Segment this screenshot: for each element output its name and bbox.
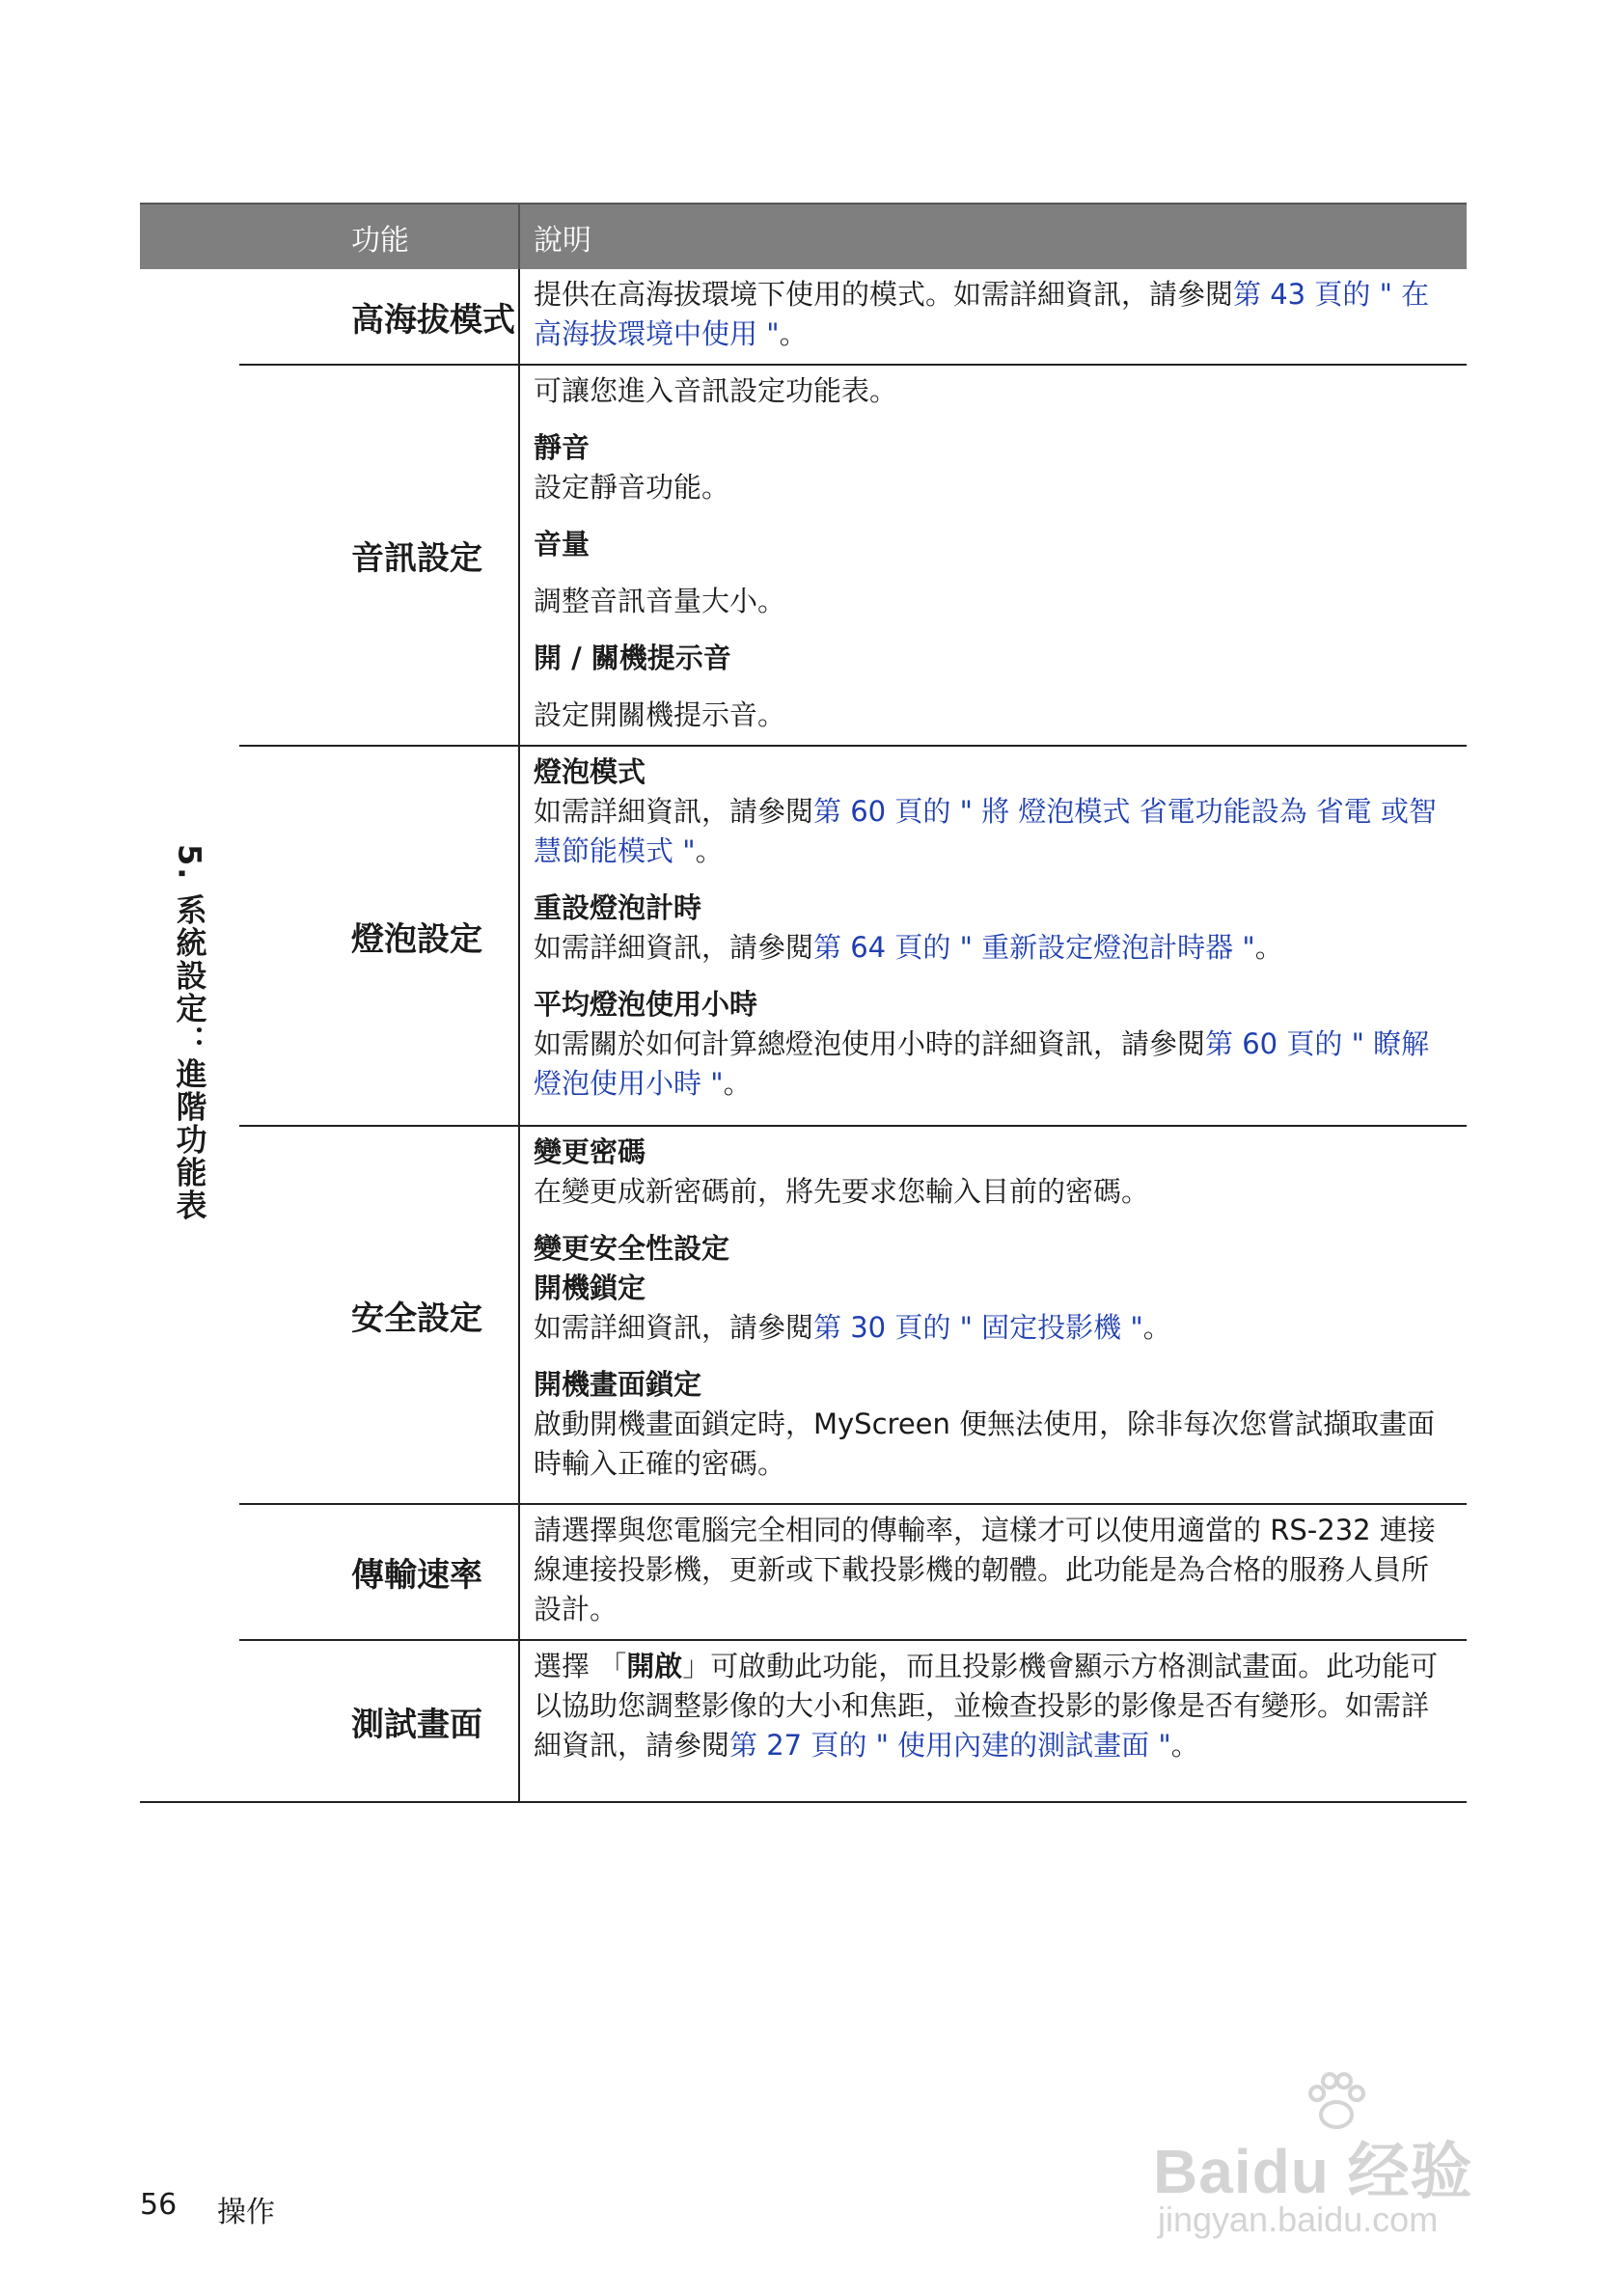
section-side-cell bbox=[140, 269, 239, 1802]
function-description bbox=[519, 746, 1467, 1126]
text-run: 可讓您進入音訊設定功能表。 bbox=[534, 374, 898, 407]
sub-heading bbox=[534, 1269, 1453, 1308]
text-run: 音量 bbox=[534, 528, 591, 560]
text-run: 選擇 「 bbox=[534, 1650, 627, 1682]
text-run: 如需詳細資訊，請參閱 bbox=[534, 795, 814, 828]
watermark-url: jingyan.baidu.com bbox=[1158, 2200, 1439, 2239]
cross-reference-link[interactable]: 第 30 頁的 " 固定投影機 " bbox=[813, 1311, 1143, 1344]
text-run: 。 bbox=[723, 1067, 752, 1100]
text-run: 開機鎖定 bbox=[534, 1271, 646, 1304]
text-run: 變更密碼 bbox=[534, 1135, 646, 1168]
header-spacer bbox=[140, 204, 239, 269]
sub-heading bbox=[534, 428, 1453, 468]
table-body bbox=[140, 269, 1467, 1802]
baidu-watermark bbox=[1153, 2064, 1539, 2248]
text-run: 重設燈泡計時 bbox=[534, 891, 702, 924]
function-table bbox=[140, 203, 1467, 1803]
function-name: 高海拔模式 bbox=[239, 269, 519, 365]
text-run: 平均燈泡使用小時 bbox=[534, 988, 758, 1021]
description-text bbox=[534, 1511, 1453, 1629]
footer-section: 操作 bbox=[217, 2196, 275, 2229]
cross-reference-link[interactable]: 第 27 頁的 " 使用內建的測試畫面 " bbox=[729, 1729, 1171, 1762]
function-name: 音訊設定 bbox=[239, 365, 519, 746]
table-row bbox=[140, 269, 1467, 365]
sub-heading bbox=[534, 888, 1453, 928]
bold-text: 開啟 bbox=[626, 1650, 683, 1682]
description-text bbox=[534, 696, 1453, 735]
function-description bbox=[519, 1640, 1467, 1802]
description-text bbox=[534, 1647, 1453, 1765]
text-run: 變更安全性設定 bbox=[534, 1232, 730, 1265]
description-text bbox=[534, 928, 1453, 968]
text-run: 啟動開機畫面鎖定時，MyScreen 便無法使用，除非每次您嘗試擷取畫面時輸入正確的密碼。 bbox=[534, 1408, 1436, 1480]
cross-reference-link[interactable]: 第 64 頁的 " 重新設定燈泡計時器 " bbox=[813, 931, 1255, 964]
text-run: 如需詳細資訊，請參閱 bbox=[534, 931, 814, 964]
header-function: 功能 bbox=[239, 204, 519, 269]
sub-heading bbox=[534, 1133, 1453, 1172]
text-run: 。 bbox=[1142, 1311, 1171, 1344]
header-description: 說明 bbox=[519, 204, 1467, 269]
text-run: 提供在高海拔環境下使用的模式。如需詳細資訊，請參閱 bbox=[534, 278, 1234, 311]
text-run: 。 bbox=[695, 834, 724, 867]
function-name: 燈泡設定 bbox=[239, 746, 519, 1126]
text-run: 燈泡模式 bbox=[534, 755, 646, 788]
description-text bbox=[534, 1172, 1453, 1212]
sub-heading bbox=[534, 985, 1453, 1025]
function-name: 傳輸速率 bbox=[239, 1504, 519, 1640]
text-run: 在變更成新密碼前，將先要求您輸入目前的密碼。 bbox=[534, 1175, 1150, 1208]
description-text bbox=[534, 582, 1453, 621]
table-row bbox=[140, 746, 1467, 1126]
text-run: 。 bbox=[1254, 931, 1283, 964]
text-run: 。 bbox=[779, 317, 808, 350]
text-run: 請選擇與您電腦完全相同的傳輸率，這樣才可以使用適當的 RS-232 連接線連接投影機，更新或下載投影機的韌體。此功能是為合格的服務人員所設計。 bbox=[534, 1514, 1436, 1626]
cross-reference-link[interactable]: 第 43 頁的 " 在高海拔環境中使用 " bbox=[534, 278, 1430, 350]
description-text bbox=[534, 371, 1453, 411]
watermark-logo: Baidu 经验 bbox=[1153, 2137, 1473, 2206]
text-run: 設定開關機提示音。 bbox=[534, 698, 786, 731]
sub-heading bbox=[534, 525, 1453, 564]
description-text bbox=[534, 792, 1453, 871]
text-run: 。 bbox=[1170, 1729, 1199, 1762]
table-row bbox=[140, 1126, 1467, 1504]
text-run: 如需詳細資訊，請參閱 bbox=[534, 1311, 814, 1344]
text-run: 如需關於如何計算總燈泡使用小時的詳細資訊，請參閱 bbox=[534, 1027, 1206, 1060]
description-text bbox=[534, 468, 1453, 507]
text-run: 設定靜音功能。 bbox=[534, 471, 730, 504]
function-name: 測試畫面 bbox=[239, 1640, 519, 1802]
page-number: 56 bbox=[140, 2188, 178, 2222]
function-description bbox=[519, 365, 1467, 746]
function-description bbox=[519, 269, 1467, 365]
table-header-row bbox=[140, 204, 1467, 269]
text-run: 靜音 bbox=[534, 431, 591, 464]
cross-reference-link[interactable]: 第 60 頁的 " 將 燈泡模式 省電功能設為 省電 或智慧節能模式 " bbox=[534, 795, 1438, 867]
text-run: 調整音訊音量大小。 bbox=[534, 585, 786, 617]
function-name: 安全設定 bbox=[239, 1126, 519, 1504]
description-text bbox=[534, 1405, 1453, 1484]
description-text bbox=[534, 1025, 1453, 1104]
text-run: 」可啟動此功能，而且投影機會顯示方格測試畫面。此功能可以協助您調整影像的大小和焦距，並檢查投影的影像是否有變形。如需詳細資訊，請參閱 bbox=[534, 1650, 1439, 1762]
description-text bbox=[534, 1308, 1453, 1348]
function-description bbox=[519, 1504, 1467, 1640]
table-row bbox=[140, 365, 1467, 746]
section-label: 5. 系統設定：進階功能表 bbox=[171, 844, 208, 1222]
cross-reference-link[interactable]: 第 60 頁的 " 瞭解燈泡使用小時 " bbox=[534, 1027, 1430, 1100]
text-run: 開機畫面鎖定 bbox=[534, 1368, 702, 1401]
sub-heading bbox=[534, 1365, 1453, 1405]
sub-heading bbox=[534, 639, 1453, 678]
description-text bbox=[534, 275, 1453, 354]
text-run: 開 / 關機提示音 bbox=[534, 642, 731, 674]
table-row bbox=[140, 1640, 1467, 1802]
function-description bbox=[519, 1126, 1467, 1504]
sub-heading bbox=[534, 1229, 1453, 1269]
table-row bbox=[140, 1504, 1467, 1640]
sub-heading bbox=[534, 752, 1453, 792]
